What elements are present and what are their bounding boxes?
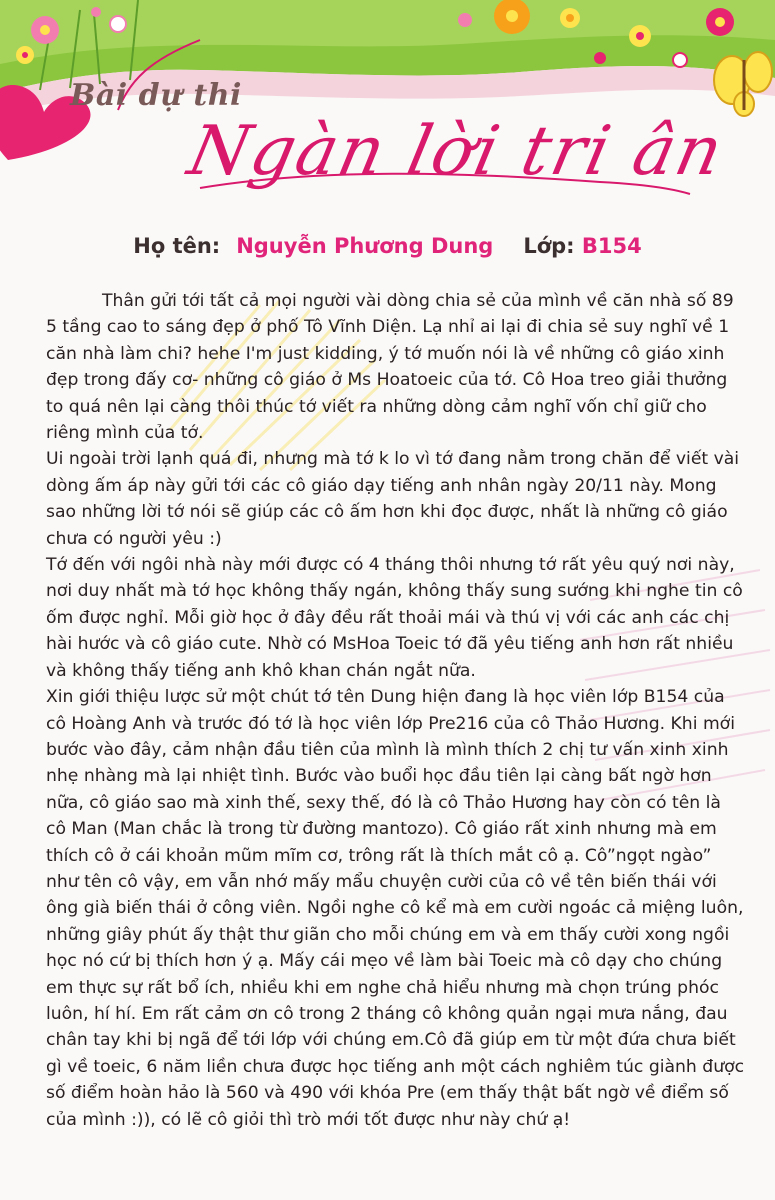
flower-icon <box>560 8 580 28</box>
flower-icon <box>629 25 651 47</box>
title-big: Ngàn lời tri ân <box>181 112 731 191</box>
flower-icon <box>31 16 59 44</box>
flower-icon <box>16 46 34 64</box>
paragraph: Ui ngoài trời lạnh quá đi, nhưng mà tớ k lo vì tớ đang nằm trong chăn để viết vài dòng ấm áp này gửi tới các cô giáo dạy tiếng anh nhân ngày 20/11 này. Mong sao những lời tớ nói sẽ giúp các cô ấm hơn khi đọc được, nhất là những cô giáo chưa có người yêu :) <box>46 449 740 549</box>
title-small: Bài dự thi <box>70 78 242 113</box>
flower-icon <box>706 8 734 36</box>
paragraph: Tớ đến với ngôi nhà này mới được có 4 tháng thôi nhưng tớ rất yêu quý nơi này, nơi duy nhất mà tớ học không thấy ngán, không thấy sung sướng khi nghe tin cô ốm được nghỉ. Mỗi giờ học ở đây đều rất thoải mái và thú vị với các anh các chị hài hước và cô giáo cute. Nhờ có MsHoa Toeic tớ đã yêu tiếng anh hơn rất nhiều và không thấy tiếng anh khô khan chán ngắt nữa. <box>46 555 743 681</box>
paragraph: Xin giới thiệu lược sử một chút tớ tên Dung hiện đang là học viên lớp B154 của cô Hoàng Anh và trước đó tớ là học viên lớp Pre216 của cô Thảo Hương. Khi mới bước vào đây, cảm nhận đầu tiên của mình là mình thích 2 chị tư vấn xinh xinh nhẹ nhàng mà lại nhiệt tình. Bước vào buổi học đầu tiên lại càng bất ngờ hơn nữa, cô giáo sao mà xinh thế, sexy thế, đó là cô Thảo Hương hay còn có tên là cô Man (Man chắc là trong từ đường mantozo). Cô giáo rất xinh nhưng mà em thích cô ở cái khoản mũm mĩm cơ, trông rất là thích mắt cô ạ. Cô”ngọt ngào” như tên cô vậy, em vẫn nhớ mấy mẩu chuyện cười của cô về tên biến thái với ông già biến thái ở công viên. Ngồi nghe cô kể mà em cười ngoác cả miệng luôn, những giây phút ấy thật thư giãn cho mỗi chúng em và em thấy cười xong ngồi học nó cứ bị thích hơn ý ạ. Mấy cái mẹo về làm bài Toeic mà cô dạy cho chúng em thực sự rất bổ ích, nhiều khi em nghe chả hiểu nhưng mà chọn trúng phóc luôn, hí hí. Em rất cảm ơn cô trong 2 tháng cô không quản ngại mưa nắng, đau chân tay khi bị ngã để tới lớp với chúng em.Cô đã giúp em từ một đứa chưa biết gì về toeic, 6 năm liền chưa được học tiếng anh một cách nghiêm túc giành được số điểm hoàn hảo là 560 và 490 với khóa Pre (em thấy thật bất ngờ về điểm số của mình :)), có lẽ cô giỏi thì trò mới tốt được như này chứ ạ! <box>46 687 745 1130</box>
class-value: B154 <box>581 234 642 258</box>
name-label: Họ tên: <box>133 234 221 258</box>
decorative-header <box>0 0 775 230</box>
info-line <box>0 234 775 258</box>
class-label: Lớp: <box>523 234 575 258</box>
name-value: Nguyễn Phương Dung <box>236 234 494 258</box>
essay-body <box>46 288 746 1133</box>
paragraph: Thân gửi tới tất cả mọi người vài dòng chia sẻ của mình về căn nhà số 89 5 tầng cao to sáng đẹp ở phố Tô Vĩnh Diện. Lạ nhỉ ai lại đi chia sẻ suy nghĩ về 1 căn nhà làm chi? hehe I'm just kidding, ý tớ muốn nói là về những cô giáo xinh đẹp trong đấy cơ- những cô giáo ở Ms Hoatoeic của tớ. Cô Hoa treo giải thưởng to quá nên lại càng thôi thúc tớ viết ra những dòng cảm nghĩ vốn chỉ giữ cho riêng mình của tớ. <box>46 291 734 444</box>
butterfly-icon <box>714 52 772 116</box>
